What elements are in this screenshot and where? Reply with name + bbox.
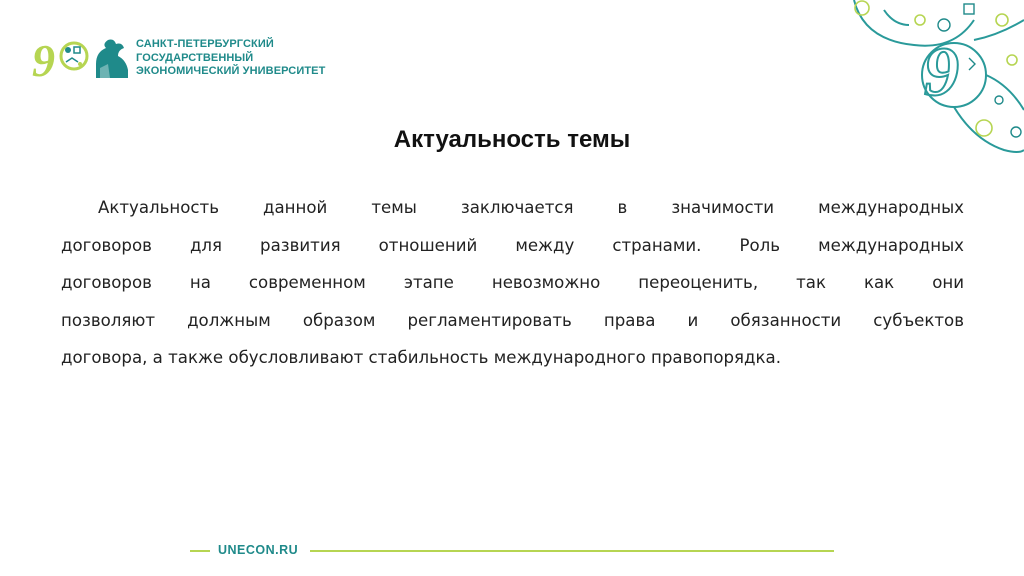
- footer-divider-right: [310, 550, 834, 552]
- slide-title: Актуальность темы: [393, 126, 631, 153]
- anniversary-90-logo: [30, 34, 140, 84]
- anniversary-digit: 9: [32, 35, 55, 84]
- body-paragraph: [61, 189, 964, 377]
- university-name-line-3: ЭКОНОМИЧЕСКИЙ УНИВЕРСИТЕТ: [136, 65, 326, 77]
- body-line-4: позволяют должным образом регламентировать права и обязанности субъектов: [61, 310, 964, 330]
- body-line-1: Актуальность данной темы заключается в значимости международных: [98, 198, 964, 217]
- body-line-2: договоров для развития отношений между странами. Роль международных: [61, 235, 964, 255]
- university-name-line-1: САНКТ-ПЕТЕРБУРГСКИЙ: [136, 38, 274, 50]
- griffin-emblem-icon: [96, 40, 128, 79]
- body-line-3: договоров на современном этапе невозможно переоценить, так как они: [61, 273, 964, 293]
- footer-divider-left: [190, 550, 210, 552]
- university-logo: [30, 34, 350, 84]
- university-name-line-2: ГОСУДАРСТВЕННЫЙ: [136, 51, 254, 64]
- svg-text:9: 9: [924, 34, 959, 111]
- footer: [190, 540, 834, 562]
- footer-site-link[interactable]: UNECON.RU: [218, 543, 299, 557]
- university-name: [136, 38, 325, 79]
- body-line-5: договора, а также обусловливают стабильность международного правопорядка.: [61, 348, 781, 368]
